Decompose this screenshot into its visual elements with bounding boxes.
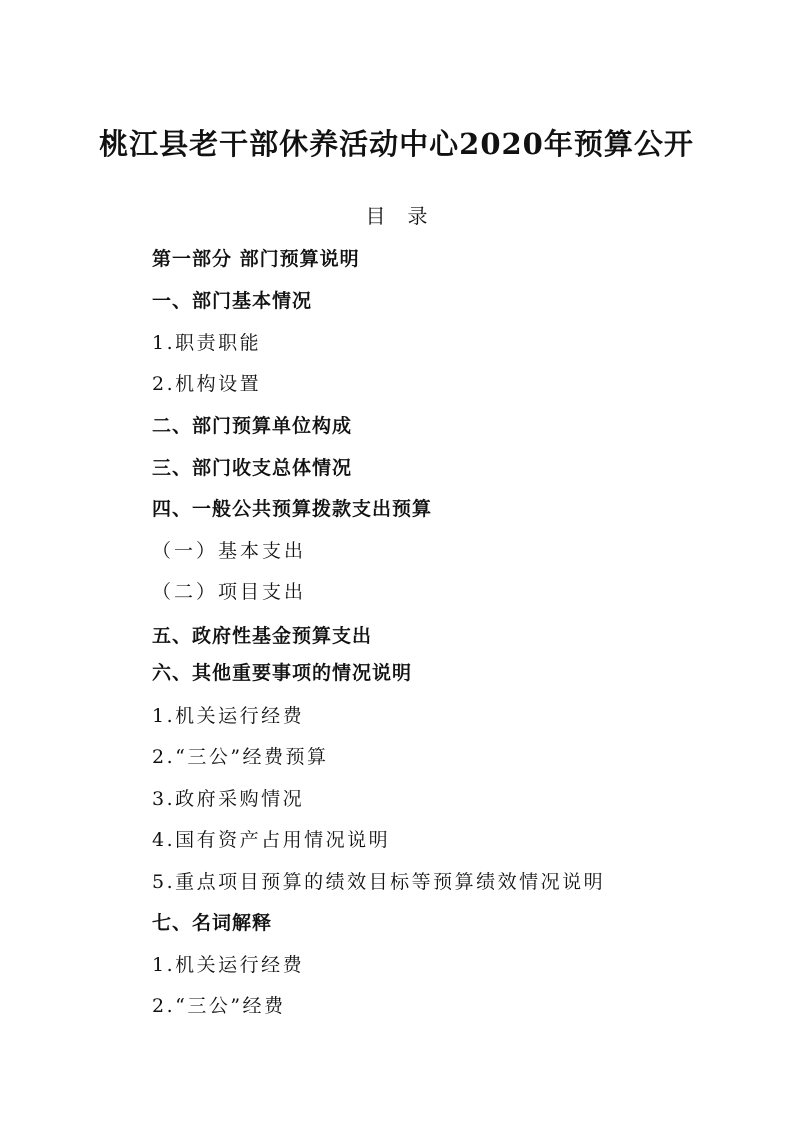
toc-sub-item: 2.机构设置 xyxy=(152,373,262,395)
toc-sub-item: 1.机关运行经费 xyxy=(152,954,305,976)
toc-sub-item: 5.重点项目预算的绩效目标等预算绩效情况说明 xyxy=(152,871,606,893)
toc-section-heading: 四、一般公共预算拨款支出预算 xyxy=(152,498,433,520)
toc-sub-item: 2.“三公”经费 xyxy=(152,995,286,1017)
toc-section-heading: 二、部门预算单位构成 xyxy=(152,415,353,437)
toc-sub-item: 1.机关运行经费 xyxy=(152,705,305,727)
toc-section-heading: 六、其他重要事项的情况说明 xyxy=(152,662,413,684)
toc-section-heading: 七、名词解释 xyxy=(152,912,273,934)
toc-section-heading: 五、政府性基金预算支出 xyxy=(152,625,373,647)
toc-section-heading: 三、部门收支总体情况 xyxy=(152,457,353,479)
toc-sub-item: 3.政府采购情况 xyxy=(152,788,305,810)
document-title: 桃江县老干部休养活动中心2020年预算公开 xyxy=(99,127,694,161)
toc-sub-item: （一）基本支出 xyxy=(152,540,307,562)
toc-sub-item: 2.“三公”经费预算 xyxy=(152,746,329,768)
toc-part-heading: 第一部分 部门预算说明 xyxy=(152,248,360,270)
toc-sub-item: 4.国有资产占用情况说明 xyxy=(152,829,391,851)
toc-sub-item: （二）项目支出 xyxy=(152,581,307,603)
toc-section-heading: 一、部门基本情况 xyxy=(152,290,313,312)
toc-heading: 目录 xyxy=(365,204,450,228)
toc-sub-item: 1.职责职能 xyxy=(152,332,262,354)
